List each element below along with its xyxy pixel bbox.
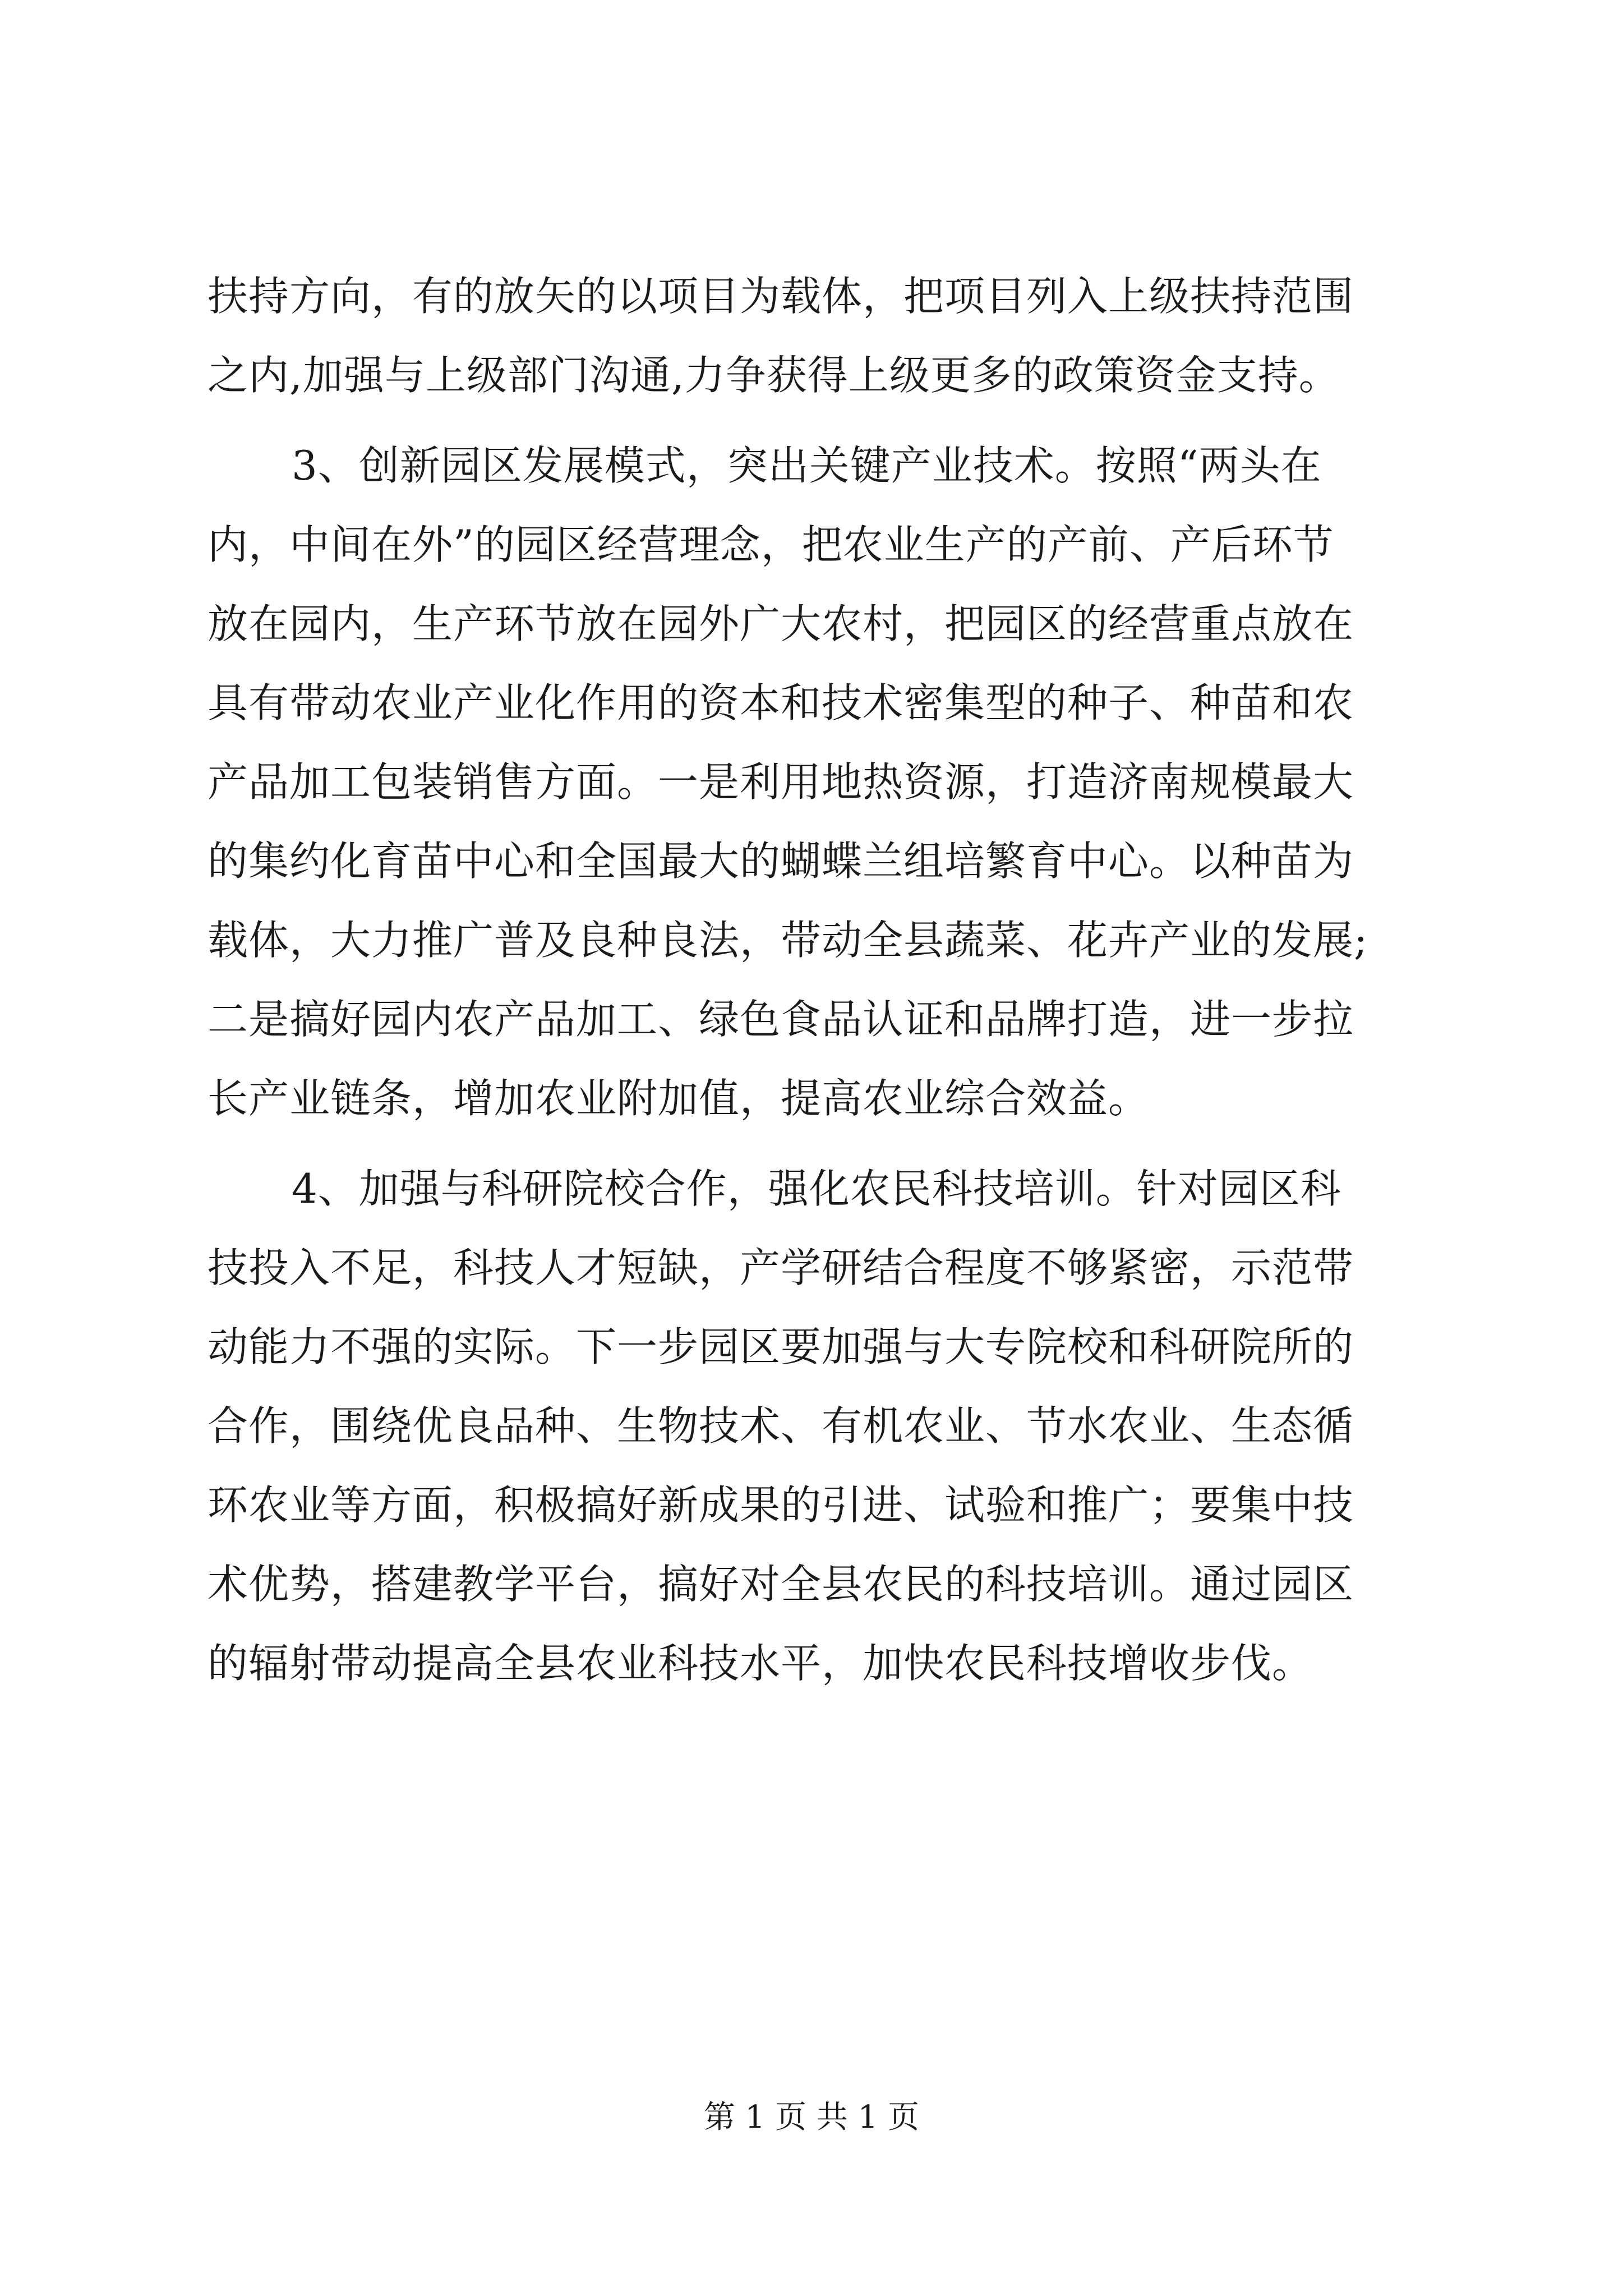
- paragraph-line: 4、加强与科研院校合作，强化农民科技培训。针对园区科: [292, 1165, 1341, 1212]
- paragraph-line: 合作，围绕优良品种、生物技术、有机农业、节水农业、生态循: [208, 1402, 1354, 1450]
- paragraph-line: 扶持方向，有的放矢的以项目为载体，把项目列入上级扶持范围: [208, 273, 1354, 320]
- paragraph-line: 的集约化育苗中心和全国最大的蝴蝶兰组培繁育中心。以种苗为: [208, 838, 1354, 885]
- paragraph-line: 技投入不足，科技人才短缺，产学研结合程度不够紧密，示范带: [208, 1244, 1354, 1291]
- paragraph: [208, 1149, 1415, 1703]
- paragraph-line: 放在园内，生产环节放在园外广大农村，把园区的经营重点放在: [208, 600, 1354, 647]
- paragraph-line: 产品加工包装销售方面。一是利用地热资源，打造济南规模最大: [208, 758, 1354, 806]
- paragraph-line: 载体，大力推广普及良种良法，带动全县蔬菜、花卉产业的发展;: [208, 917, 1368, 964]
- paragraph-line: 内，中间在外”的园区经营理念，把农业生产的产前、产后环节: [208, 521, 1334, 568]
- paragraph-line: 3、创新园区发展模式，突出关键产业技术。按照“两头在: [292, 442, 1322, 489]
- document-body: [208, 257, 1415, 1703]
- paragraph-line: 之内,加强与上级部门沟通,力争获得上级更多的政策资金支持。: [208, 352, 1340, 399]
- page-footer: [0, 2098, 1623, 2137]
- paragraph-line: 的辐射带动提高全县农业科技水平，加快农民科技增收步伐。: [208, 1640, 1313, 1687]
- paragraph-line: 长产业链条，增加农业附加值，提高农业综合效益。: [208, 1075, 1150, 1122]
- paragraph-line: 动能力不强的实际。下一步园区要加强与大专院校和科研院所的: [208, 1323, 1354, 1370]
- paragraph: [208, 426, 1415, 1138]
- page-number-label: 第 1 页 共 1 页: [703, 2099, 920, 2136]
- paragraph-line: 二是搞好园内农产品加工、绿色食品认证和品牌打造，进一步拉: [208, 996, 1354, 1043]
- paragraph: [208, 257, 1415, 415]
- paragraph-line: 具有带动农业产业化作用的资本和技术密集型的种子、种苗和农: [208, 679, 1354, 726]
- paragraph-line: 环农业等方面，积极搞好新成果的引进、试验和推广；要集中技: [208, 1481, 1354, 1529]
- paragraph-line: 术优势，搭建教学平台，搞好对全县农民的科技培训。通过园区: [208, 1561, 1354, 1608]
